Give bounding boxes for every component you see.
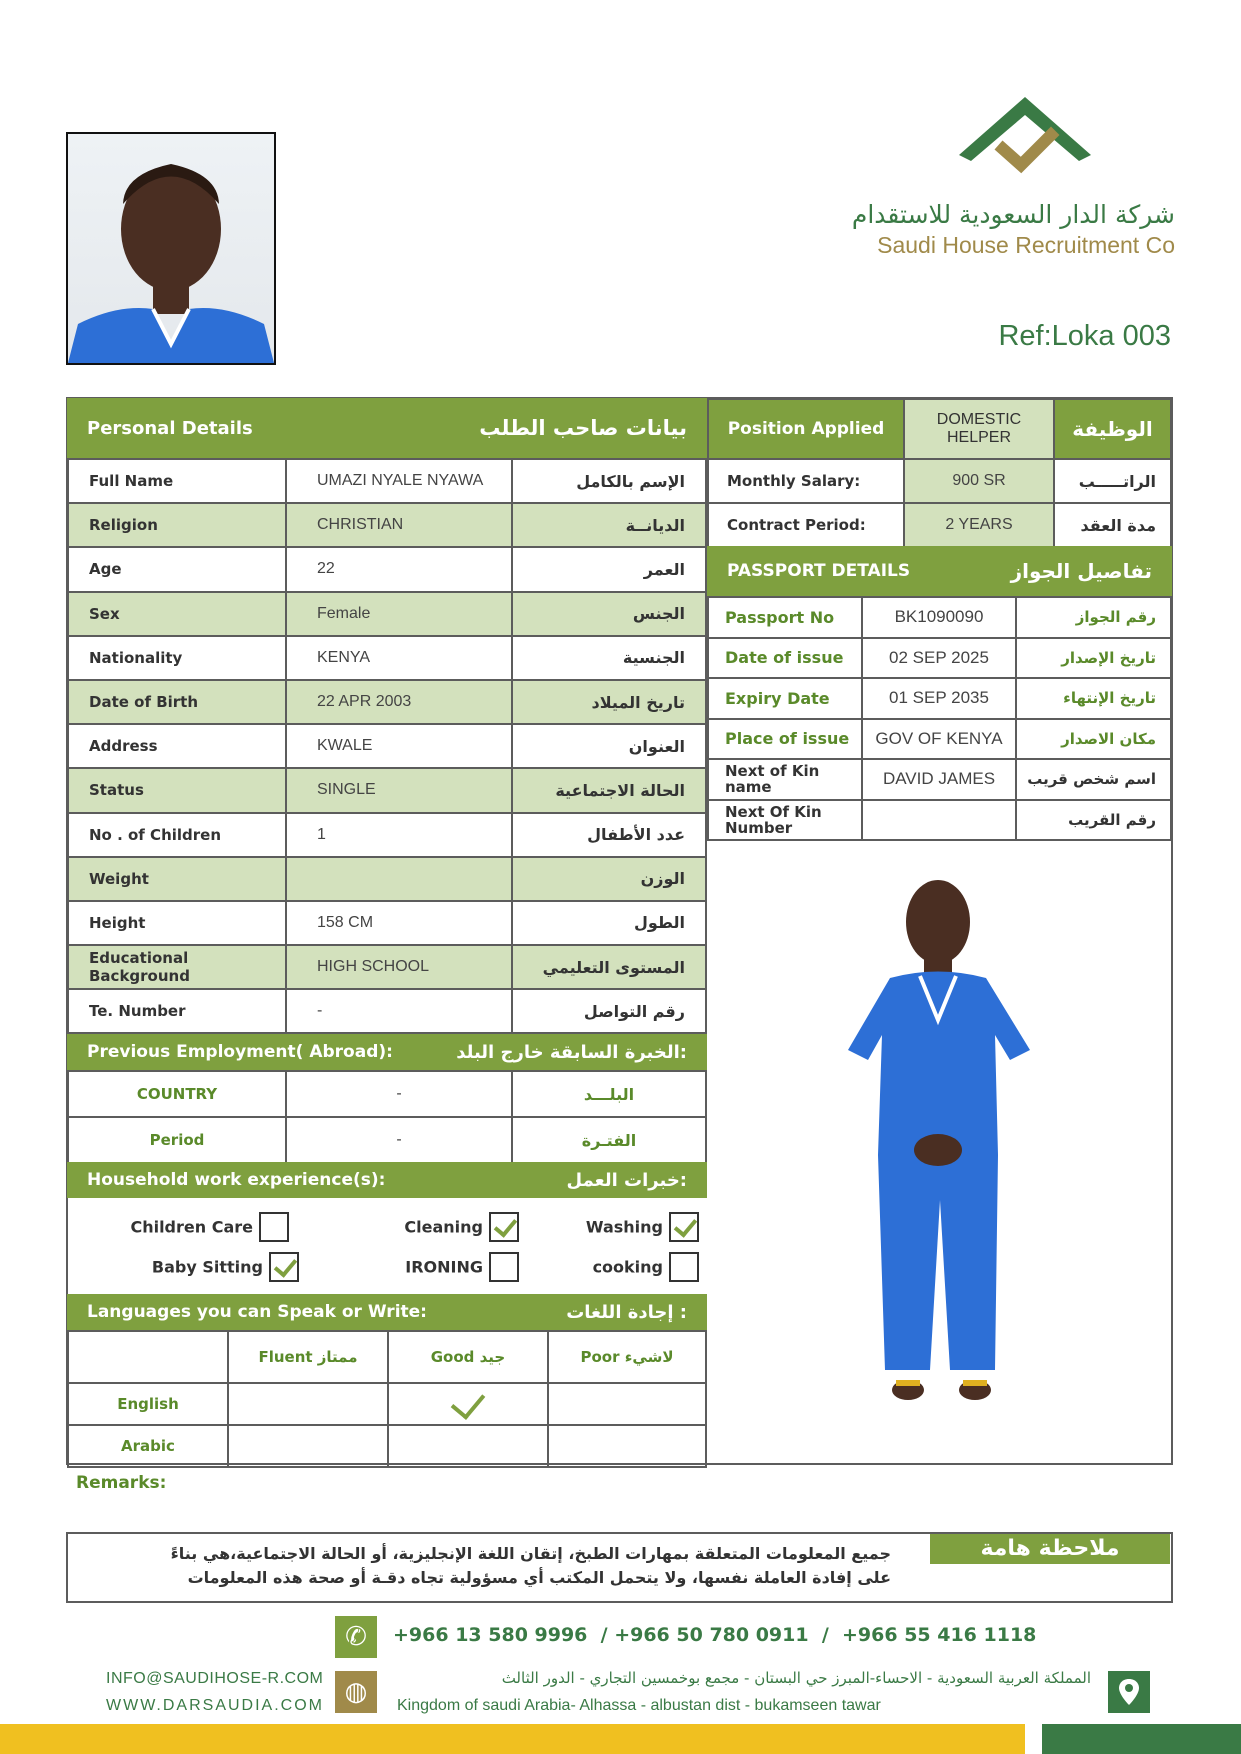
notice-line-1: جميع المعلومات المتعلقة بمهارات الطبخ، إتقان اللغة الإنجليزية، أو الحالة الاجتماعية،هي بناءً <box>170 1544 891 1563</box>
personal-label-ar: العنوان <box>512 724 706 768</box>
previous-employment-table <box>67 1070 707 1164</box>
passport-row <box>708 597 1171 638</box>
passport-value: 01 SEP 2035 <box>862 678 1016 719</box>
kin-value <box>862 800 1016 841</box>
kin-row <box>708 800 1171 841</box>
passport-label-ar: مكان الاصدار <box>1016 719 1171 760</box>
kin-value: DAVID JAMES <box>862 759 1016 800</box>
household-header <box>67 1162 707 1198</box>
personal-label: No . of Children <box>68 813 286 857</box>
personal-label: Age <box>68 547 286 591</box>
personal-label-ar: الطول <box>512 901 706 945</box>
personal-label-ar: الجنسية <box>512 636 706 680</box>
personal-label: Status <box>68 768 286 812</box>
household-item-label: cooking <box>592 1257 663 1277</box>
personal-label-ar: الوزن <box>512 857 706 901</box>
household-item-label: Washing <box>585 1217 663 1237</box>
house-check-icon <box>955 95 1095 185</box>
household-item <box>107 1252 299 1282</box>
language-level-cell <box>388 1383 548 1425</box>
languages-header <box>67 1294 707 1330</box>
personal-label: Full Name <box>68 459 286 503</box>
previous-label-ar: البلـــد <box>512 1071 706 1117</box>
passport-value: BK1090090 <box>862 597 1016 638</box>
language-row <box>68 1425 706 1467</box>
passport-value: GOV OF KENYA <box>862 719 1016 760</box>
passport-row <box>708 719 1171 760</box>
personal-row <box>68 680 706 724</box>
check-icon <box>451 1384 486 1420</box>
personal-value: HIGH SCHOOL <box>286 945 512 989</box>
previous-value: - <box>286 1071 512 1117</box>
passport-header-ar: تفاصيل الجواز <box>1010 559 1152 583</box>
household-item <box>517 1212 699 1242</box>
previous-employment-header <box>67 1034 707 1070</box>
household-checklist <box>67 1198 707 1294</box>
personal-label-ar: رقم التواصل <box>512 989 706 1033</box>
personal-row <box>68 901 706 945</box>
household-item <box>97 1212 289 1242</box>
position-row-value: 900 SR <box>904 459 1054 503</box>
passport-row <box>708 678 1171 719</box>
language-name: English <box>68 1383 228 1425</box>
household-item-label: IRONING <box>405 1257 483 1277</box>
household-header-ar: خبرات العمل: <box>566 1169 687 1191</box>
personal-label-ar: العمر <box>512 547 706 591</box>
passport-value: 02 SEP 2025 <box>862 638 1016 679</box>
personal-label-ar: الإسم بالكامل <box>512 459 706 503</box>
personal-label: Date of Birth <box>68 680 286 724</box>
personal-header-en: Personal Details <box>87 417 253 439</box>
languages-header-ar: إجادة اللغات : <box>566 1301 687 1323</box>
household-checkbox[interactable] <box>489 1212 519 1242</box>
previous-label: COUNTRY <box>68 1071 286 1117</box>
language-level-cell <box>228 1383 388 1425</box>
phone-numbers: +966 13 580 9996 / +966 50 780 0911 / +966 55 416 1118 <box>393 1624 1037 1646</box>
personal-row <box>68 636 706 680</box>
passport-label: Passport No <box>708 597 862 638</box>
passport-table <box>707 596 1172 841</box>
company-logo <box>955 95 1095 185</box>
kin-label-ar: رقم القريب <box>1016 800 1171 841</box>
personal-label-ar: الحالة الاجتماعية <box>512 768 706 812</box>
previous-label-ar: الفتـرة <box>512 1117 706 1163</box>
notice-title: ملاحظة هامة <box>930 1534 1170 1564</box>
globe-icon: ◍ <box>335 1671 377 1713</box>
applicant-photo <box>66 132 276 365</box>
personal-header-ar: بيانات صاحب الطلب <box>479 416 687 440</box>
personal-label: Address <box>68 724 286 768</box>
website-link[interactable]: WWW.DARSAUDIA.COM <box>106 1697 324 1714</box>
household-checkbox[interactable] <box>269 1252 299 1282</box>
personal-label-ar: تاريخ الميلاد <box>512 680 706 724</box>
position-row-label-ar: مدة العقد <box>1054 503 1171 547</box>
level-poor: Poor لاشيء <box>548 1331 706 1383</box>
personal-label: Weight <box>68 857 286 901</box>
level-good: Good جيد <box>388 1331 548 1383</box>
position-row-label: Contract Period: <box>708 503 904 547</box>
personal-label: Te. Number <box>68 989 286 1033</box>
household-item-label: Children Care <box>130 1217 253 1237</box>
personal-label-ar: عدد الأطفال <box>512 813 706 857</box>
personal-label: Nationality <box>68 636 286 680</box>
address-ar: المملكة العربية السعودية - الاحساء-المبرز حي البستان - مجمع بوخمسين التجاري - الدور الثالث <box>501 1669 1091 1687</box>
passport-row <box>708 638 1171 679</box>
personal-value: CHRISTIAN <box>286 503 512 547</box>
personal-row <box>68 547 706 591</box>
personal-value: UMAZI NYALE NYAWA <box>286 459 512 503</box>
personal-value: KWALE <box>286 724 512 768</box>
household-header-en: Household work experience(s): <box>87 1170 386 1190</box>
personal-label: Educational Background <box>68 945 286 989</box>
position-value: DOMESTIC HELPER <box>904 399 1054 459</box>
household-item <box>517 1252 699 1282</box>
kin-label-ar: اسم شخص قريب <box>1016 759 1171 800</box>
personal-value <box>286 857 512 901</box>
household-checkbox[interactable] <box>259 1212 289 1242</box>
languages-corner-cell <box>68 1331 228 1383</box>
personal-value: KENYA <box>286 636 512 680</box>
previous-label: Period <box>68 1117 286 1163</box>
reference-number: Ref:Loka 003 <box>998 320 1171 352</box>
company-name-en: Saudi House Recruitment Co <box>877 232 1175 258</box>
household-checkbox[interactable] <box>669 1252 699 1282</box>
position-label: Position Applied <box>708 399 904 459</box>
personal-row <box>68 724 706 768</box>
personal-details-table <box>67 458 707 1034</box>
phone-icon: ✆ <box>335 1616 377 1658</box>
personal-row <box>68 989 706 1033</box>
personal-row <box>68 592 706 636</box>
full-body-figure <box>820 870 1060 1440</box>
personal-value: Female <box>286 592 512 636</box>
personal-row <box>68 503 706 547</box>
previous-header-en: Previous Employment( Abroad): <box>87 1042 393 1062</box>
household-item-label: Cleaning <box>404 1217 483 1237</box>
languages-header-en: Languages you can Speak or Write: <box>87 1302 427 1322</box>
personal-row <box>68 459 706 503</box>
personal-value: SINGLE <box>286 768 512 812</box>
personal-row <box>68 857 706 901</box>
footer-bar-yellow <box>0 1724 1025 1754</box>
personal-value: 22 <box>286 547 512 591</box>
kin-row <box>708 759 1171 800</box>
personal-value: - <box>286 989 512 1033</box>
personal-value: 158 CM <box>286 901 512 945</box>
passport-header-en: PASSPORT DETAILS <box>727 561 911 581</box>
level-fluent: Fluent ممتاز <box>228 1331 388 1383</box>
passport-label-ar: تاريخ الإنتهاء <box>1016 678 1171 719</box>
personal-details-header <box>67 398 707 458</box>
email-address[interactable]: INFO@SAUDIHOSE-R.COM <box>106 1670 324 1687</box>
personal-label-ar: الديانــة <box>512 503 706 547</box>
household-item <box>337 1252 519 1282</box>
languages-table <box>67 1330 707 1468</box>
position-row <box>708 503 1171 547</box>
company-name-ar: شركة الدار السعودية للاستقدام <box>851 200 1175 229</box>
language-level-cell <box>548 1425 706 1467</box>
household-item <box>337 1212 519 1242</box>
position-row <box>708 459 1171 503</box>
address-en: Kingdom of saudi Arabia- Alhassa - albustan dist - bukamseen tawar <box>397 1697 881 1714</box>
personal-row <box>68 945 706 989</box>
previous-row <box>68 1117 706 1163</box>
passport-header <box>707 546 1172 596</box>
personal-label: Sex <box>68 592 286 636</box>
position-row-label: Monthly Salary: <box>708 459 904 503</box>
position-row-value: 2 YEARS <box>904 503 1054 547</box>
previous-row <box>68 1071 706 1117</box>
passport-label-ar: تاريخ الإصدار <box>1016 638 1171 679</box>
language-level-cell <box>228 1425 388 1467</box>
location-pin-icon <box>1108 1671 1150 1713</box>
personal-row <box>68 813 706 857</box>
language-level-cell <box>388 1425 548 1467</box>
passport-label: Date of issue <box>708 638 862 679</box>
passport-label-ar: رقم الجواز <box>1016 597 1171 638</box>
personal-value: 1 <box>286 813 512 857</box>
footer-bar-green <box>1042 1724 1241 1754</box>
passport-label: Expiry Date <box>708 678 862 719</box>
previous-value: - <box>286 1117 512 1163</box>
notice-line-2: على إفادة العاملة نفسها، ولا يتحمل المكتب أي مسؤولية تجاه دقـة أو صحة هذه المعلومات <box>187 1568 891 1587</box>
household-checkbox[interactable] <box>669 1212 699 1242</box>
remarks-label: Remarks: <box>76 1473 167 1493</box>
personal-row <box>68 768 706 812</box>
personal-value: 22 APR 2003 <box>286 680 512 724</box>
kin-label: Next Of Kin Number <box>708 800 862 841</box>
position-label-ar: الوظيفة <box>1054 399 1171 459</box>
personal-label-ar: المستوى التعليمي <box>512 945 706 989</box>
applicant-full-photo <box>820 870 1060 1440</box>
previous-header-ar: الخبرة السابقة خارج البلد: <box>456 1041 687 1063</box>
passport-label: Place of issue <box>708 719 862 760</box>
position-row-label-ar: الراتـــــب <box>1054 459 1171 503</box>
personal-label-ar: الجنس <box>512 592 706 636</box>
language-row <box>68 1383 706 1425</box>
position-table <box>707 398 1172 548</box>
kin-label: Next of Kin name <box>708 759 862 800</box>
personal-label: Height <box>68 901 286 945</box>
language-level-cell <box>548 1383 706 1425</box>
household-checkbox[interactable] <box>489 1252 519 1282</box>
portrait-figure <box>68 134 274 363</box>
language-name: Arabic <box>68 1425 228 1467</box>
household-item-label: Baby Sitting <box>151 1257 263 1277</box>
personal-label: Religion <box>68 503 286 547</box>
